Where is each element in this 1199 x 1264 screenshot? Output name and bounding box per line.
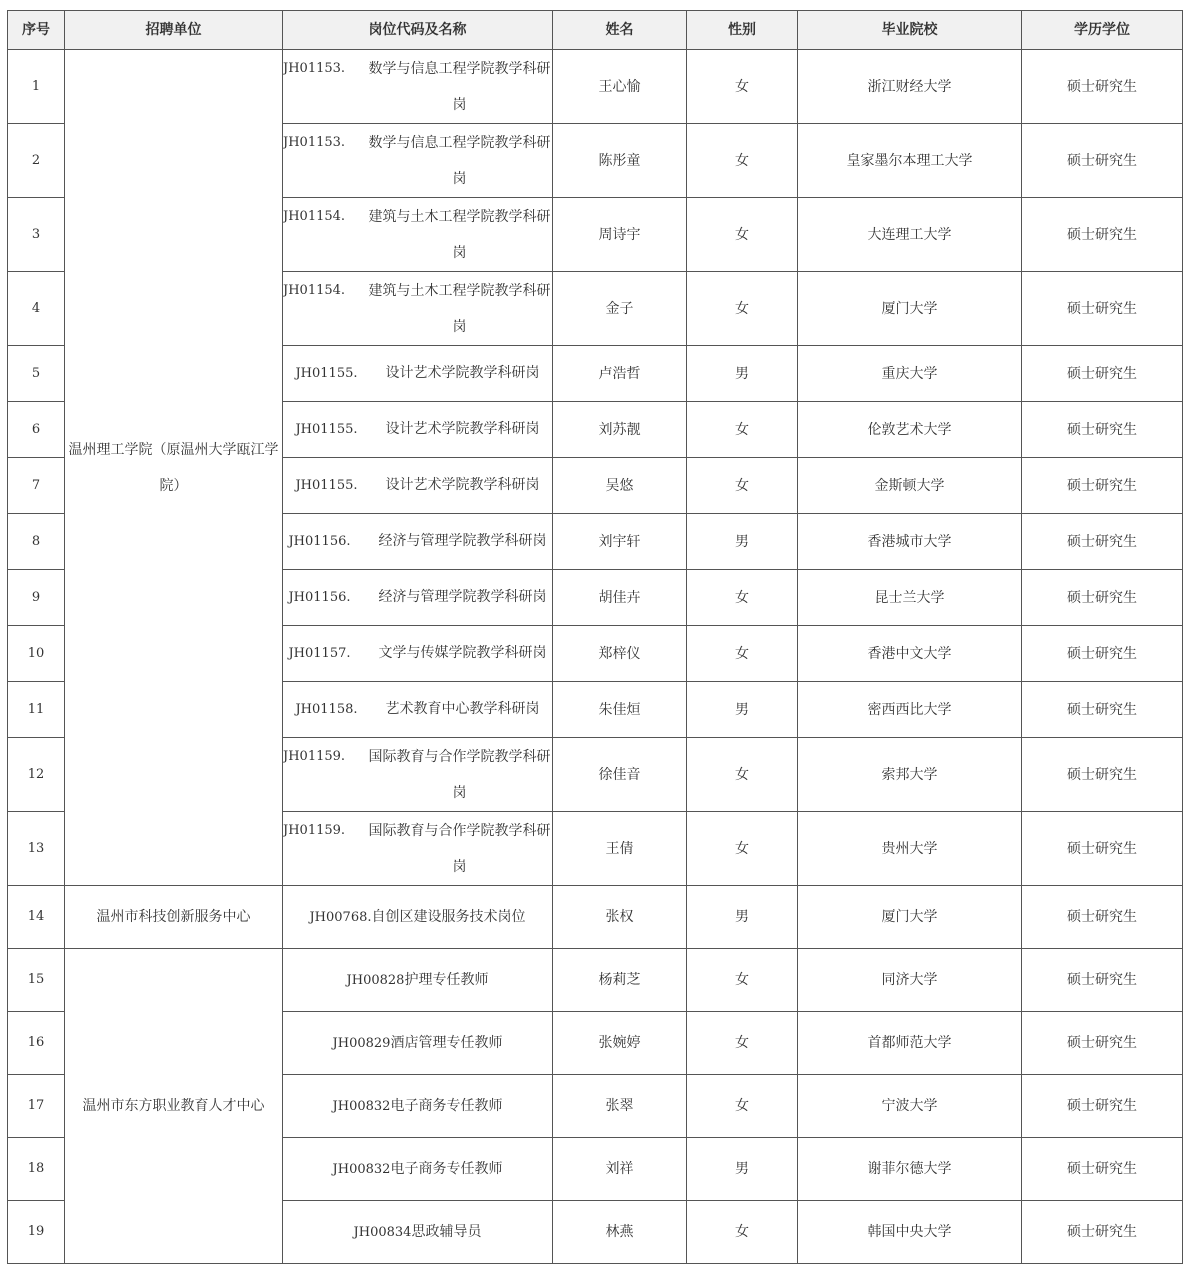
table-row <box>8 886 1183 949</box>
unit-cell: 温州理工学院（原温州大学瓯江学院） <box>65 50 283 886</box>
person-name: 张翠 <box>553 1075 687 1138</box>
post-name: 数学与信息工程学院教学科研岗 <box>368 61 551 113</box>
gender-cell: 女 <box>687 1201 798 1264</box>
gender-cell: 女 <box>687 949 798 1012</box>
header-unit: 招聘单位 <box>65 11 283 50</box>
post-cell <box>283 570 553 626</box>
post-code: JH00834 <box>353 1224 412 1240</box>
post-name: 酒店管理专任教师 <box>390 1034 503 1051</box>
row-number: 2 <box>8 124 65 198</box>
degree-cell: 硕士研究生 <box>1022 570 1183 626</box>
person-name: 陈彤童 <box>553 124 687 198</box>
post-cell <box>283 50 553 124</box>
post-cell <box>283 1138 553 1201</box>
gender-cell: 男 <box>687 346 798 402</box>
row-number: 9 <box>8 570 65 626</box>
gender-cell: 女 <box>687 1075 798 1138</box>
school-cell: 韩国中央大学 <box>798 1201 1022 1264</box>
post-cell <box>283 346 553 402</box>
person-name: 朱佳烜 <box>553 682 687 738</box>
school-cell: 大连理工大学 <box>798 198 1022 272</box>
unit-cell: 温州市科技创新服务中心 <box>65 886 283 949</box>
results-table <box>7 10 1183 1264</box>
school-cell: 厦门大学 <box>798 272 1022 346</box>
header-no: 序号 <box>8 11 65 50</box>
degree-cell: 硕士研究生 <box>1022 682 1183 738</box>
school-cell: 浙江财经大学 <box>798 50 1022 124</box>
gender-cell: 女 <box>687 1012 798 1075</box>
post-name: 设计艺术学院教学科研岗 <box>385 477 540 493</box>
school-cell: 伦敦艺术大学 <box>798 402 1022 458</box>
post-code: JH01153. <box>283 135 346 150</box>
table-row <box>8 949 1183 1012</box>
row-number: 5 <box>8 346 65 402</box>
person-name: 林燕 <box>553 1201 687 1264</box>
degree-cell: 硕士研究生 <box>1022 1138 1183 1201</box>
person-name: 杨莉芝 <box>553 949 687 1012</box>
gender-cell: 女 <box>687 50 798 124</box>
header-row <box>8 11 1183 50</box>
degree-cell: 硕士研究生 <box>1022 198 1183 272</box>
post-cell <box>283 949 553 1012</box>
post-code: JH01159. <box>283 749 346 764</box>
post-cell <box>283 402 553 458</box>
gender-cell: 女 <box>687 626 798 682</box>
row-number: 16 <box>8 1012 65 1075</box>
post-name: 自创区建设服务技术岗位 <box>371 908 526 925</box>
post-name: 思政辅导员 <box>411 1223 482 1240</box>
school-cell: 昆士兰大学 <box>798 570 1022 626</box>
degree-cell: 硕士研究生 <box>1022 272 1183 346</box>
school-cell: 香港中文大学 <box>798 626 1022 682</box>
post-code: JH01154. <box>283 209 346 224</box>
degree-cell: 硕士研究生 <box>1022 949 1183 1012</box>
post-code: JH01158. <box>295 702 358 717</box>
gender-cell: 男 <box>687 514 798 570</box>
post-code: JH01157. <box>288 646 351 661</box>
row-number: 7 <box>8 458 65 514</box>
person-name: 胡佳卉 <box>553 570 687 626</box>
school-cell: 厦门大学 <box>798 886 1022 949</box>
gender-cell: 男 <box>687 682 798 738</box>
degree-cell: 硕士研究生 <box>1022 626 1183 682</box>
person-name: 张婉婷 <box>553 1012 687 1075</box>
gender-cell: 女 <box>687 198 798 272</box>
post-name: 设计艺术学院教学科研岗 <box>385 365 540 381</box>
post-name: 文学与传媒学院教学科研岗 <box>378 645 547 661</box>
post-name: 国际教育与合作学院教学科研岗 <box>368 823 551 875</box>
post-cell <box>283 514 553 570</box>
post-cell <box>283 198 553 272</box>
post-cell <box>283 682 553 738</box>
degree-cell: 硕士研究生 <box>1022 124 1183 198</box>
post-cell <box>283 1201 553 1264</box>
post-code: JH00832 <box>332 1098 391 1114</box>
post-code: JH00832 <box>332 1161 391 1177</box>
row-number: 14 <box>8 886 65 949</box>
degree-cell: 硕士研究生 <box>1022 1075 1183 1138</box>
post-cell <box>283 458 553 514</box>
post-code: JH00829 <box>332 1035 391 1051</box>
school-cell: 索邦大学 <box>798 738 1022 812</box>
post-code: JH01155. <box>295 478 358 493</box>
degree-cell: 硕士研究生 <box>1022 402 1183 458</box>
person-name: 刘苏靓 <box>553 402 687 458</box>
post-cell <box>283 272 553 346</box>
degree-cell: 硕士研究生 <box>1022 50 1183 124</box>
post-cell <box>283 626 553 682</box>
gender-cell: 女 <box>687 738 798 812</box>
school-cell: 香港城市大学 <box>798 514 1022 570</box>
post-name: 经济与管理学院教学科研岗 <box>378 533 547 549</box>
row-number: 1 <box>8 50 65 124</box>
person-name: 卢浩哲 <box>553 346 687 402</box>
row-number: 6 <box>8 402 65 458</box>
post-name: 国际教育与合作学院教学科研岗 <box>368 749 551 801</box>
person-name: 张权 <box>553 886 687 949</box>
degree-cell: 硕士研究生 <box>1022 886 1183 949</box>
school-cell: 谢菲尔德大学 <box>798 1138 1022 1201</box>
person-name: 王倩 <box>553 812 687 886</box>
header-degree: 学历学位 <box>1022 11 1183 50</box>
post-cell <box>283 1012 553 1075</box>
row-number: 12 <box>8 738 65 812</box>
person-name: 周诗宇 <box>553 198 687 272</box>
header-school: 毕业院校 <box>798 11 1022 50</box>
post-code: JH01156. <box>288 590 351 605</box>
row-number: 19 <box>8 1201 65 1264</box>
post-cell <box>283 1075 553 1138</box>
post-name: 艺术教育中心教学科研岗 <box>385 701 540 717</box>
post-code: JH01159. <box>283 823 346 838</box>
gender-cell: 女 <box>687 570 798 626</box>
post-name: 电子商务专任教师 <box>390 1160 503 1177</box>
person-name: 刘祥 <box>553 1138 687 1201</box>
post-name: 建筑与土木工程学院教学科研岗 <box>368 209 551 261</box>
row-number: 8 <box>8 514 65 570</box>
post-name: 建筑与土木工程学院教学科研岗 <box>368 283 551 335</box>
degree-cell: 硕士研究生 <box>1022 812 1183 886</box>
degree-cell: 硕士研究生 <box>1022 458 1183 514</box>
school-cell: 贵州大学 <box>798 812 1022 886</box>
degree-cell: 硕士研究生 <box>1022 738 1183 812</box>
gender-cell: 女 <box>687 458 798 514</box>
post-name: 经济与管理学院教学科研岗 <box>378 589 547 605</box>
degree-cell: 硕士研究生 <box>1022 1012 1183 1075</box>
school-cell: 金斯顿大学 <box>798 458 1022 514</box>
school-cell: 密西西比大学 <box>798 682 1022 738</box>
person-name: 王心愉 <box>553 50 687 124</box>
row-number: 13 <box>8 812 65 886</box>
post-code: JH01154. <box>283 283 346 298</box>
post-cell <box>283 738 553 812</box>
table-row <box>8 50 1183 124</box>
post-code: JH01155. <box>295 366 358 381</box>
header-post: 岗位代码及名称 <box>283 11 553 50</box>
row-number: 17 <box>8 1075 65 1138</box>
person-name: 刘宇轩 <box>553 514 687 570</box>
row-number: 3 <box>8 198 65 272</box>
person-name: 郑梓仪 <box>553 626 687 682</box>
post-cell <box>283 812 553 886</box>
post-name: 设计艺术学院教学科研岗 <box>385 421 540 437</box>
post-cell <box>283 886 553 949</box>
gender-cell: 女 <box>687 272 798 346</box>
row-number: 4 <box>8 272 65 346</box>
post-code: JH01156. <box>288 534 351 549</box>
post-code: JH00768. <box>309 909 372 925</box>
post-code: JH01155. <box>295 422 358 437</box>
school-cell: 宁波大学 <box>798 1075 1022 1138</box>
gender-cell: 女 <box>687 124 798 198</box>
unit-cell: 温州市东方职业教育人才中心 <box>65 949 283 1264</box>
post-name: 护理专任教师 <box>404 971 489 988</box>
person-name: 吴悠 <box>553 458 687 514</box>
degree-cell: 硕士研究生 <box>1022 514 1183 570</box>
post-code: JH01153. <box>283 61 346 76</box>
post-name: 电子商务专任教师 <box>390 1097 503 1114</box>
school-cell: 重庆大学 <box>798 346 1022 402</box>
school-cell: 首都师范大学 <box>798 1012 1022 1075</box>
header-gender: 性别 <box>687 11 798 50</box>
header-name: 姓名 <box>553 11 687 50</box>
gender-cell: 男 <box>687 1138 798 1201</box>
gender-cell: 女 <box>687 402 798 458</box>
gender-cell: 女 <box>687 812 798 886</box>
row-number: 11 <box>8 682 65 738</box>
degree-cell: 硕士研究生 <box>1022 1201 1183 1264</box>
school-cell: 皇家墨尔本理工大学 <box>798 124 1022 198</box>
row-number: 10 <box>8 626 65 682</box>
person-name: 金子 <box>553 272 687 346</box>
post-name: 数学与信息工程学院教学科研岗 <box>368 135 551 187</box>
person-name: 徐佳音 <box>553 738 687 812</box>
school-cell: 同济大学 <box>798 949 1022 1012</box>
post-cell <box>283 124 553 198</box>
post-code: JH00828 <box>346 972 405 988</box>
row-number: 18 <box>8 1138 65 1201</box>
gender-cell: 男 <box>687 886 798 949</box>
row-number: 15 <box>8 949 65 1012</box>
degree-cell: 硕士研究生 <box>1022 346 1183 402</box>
